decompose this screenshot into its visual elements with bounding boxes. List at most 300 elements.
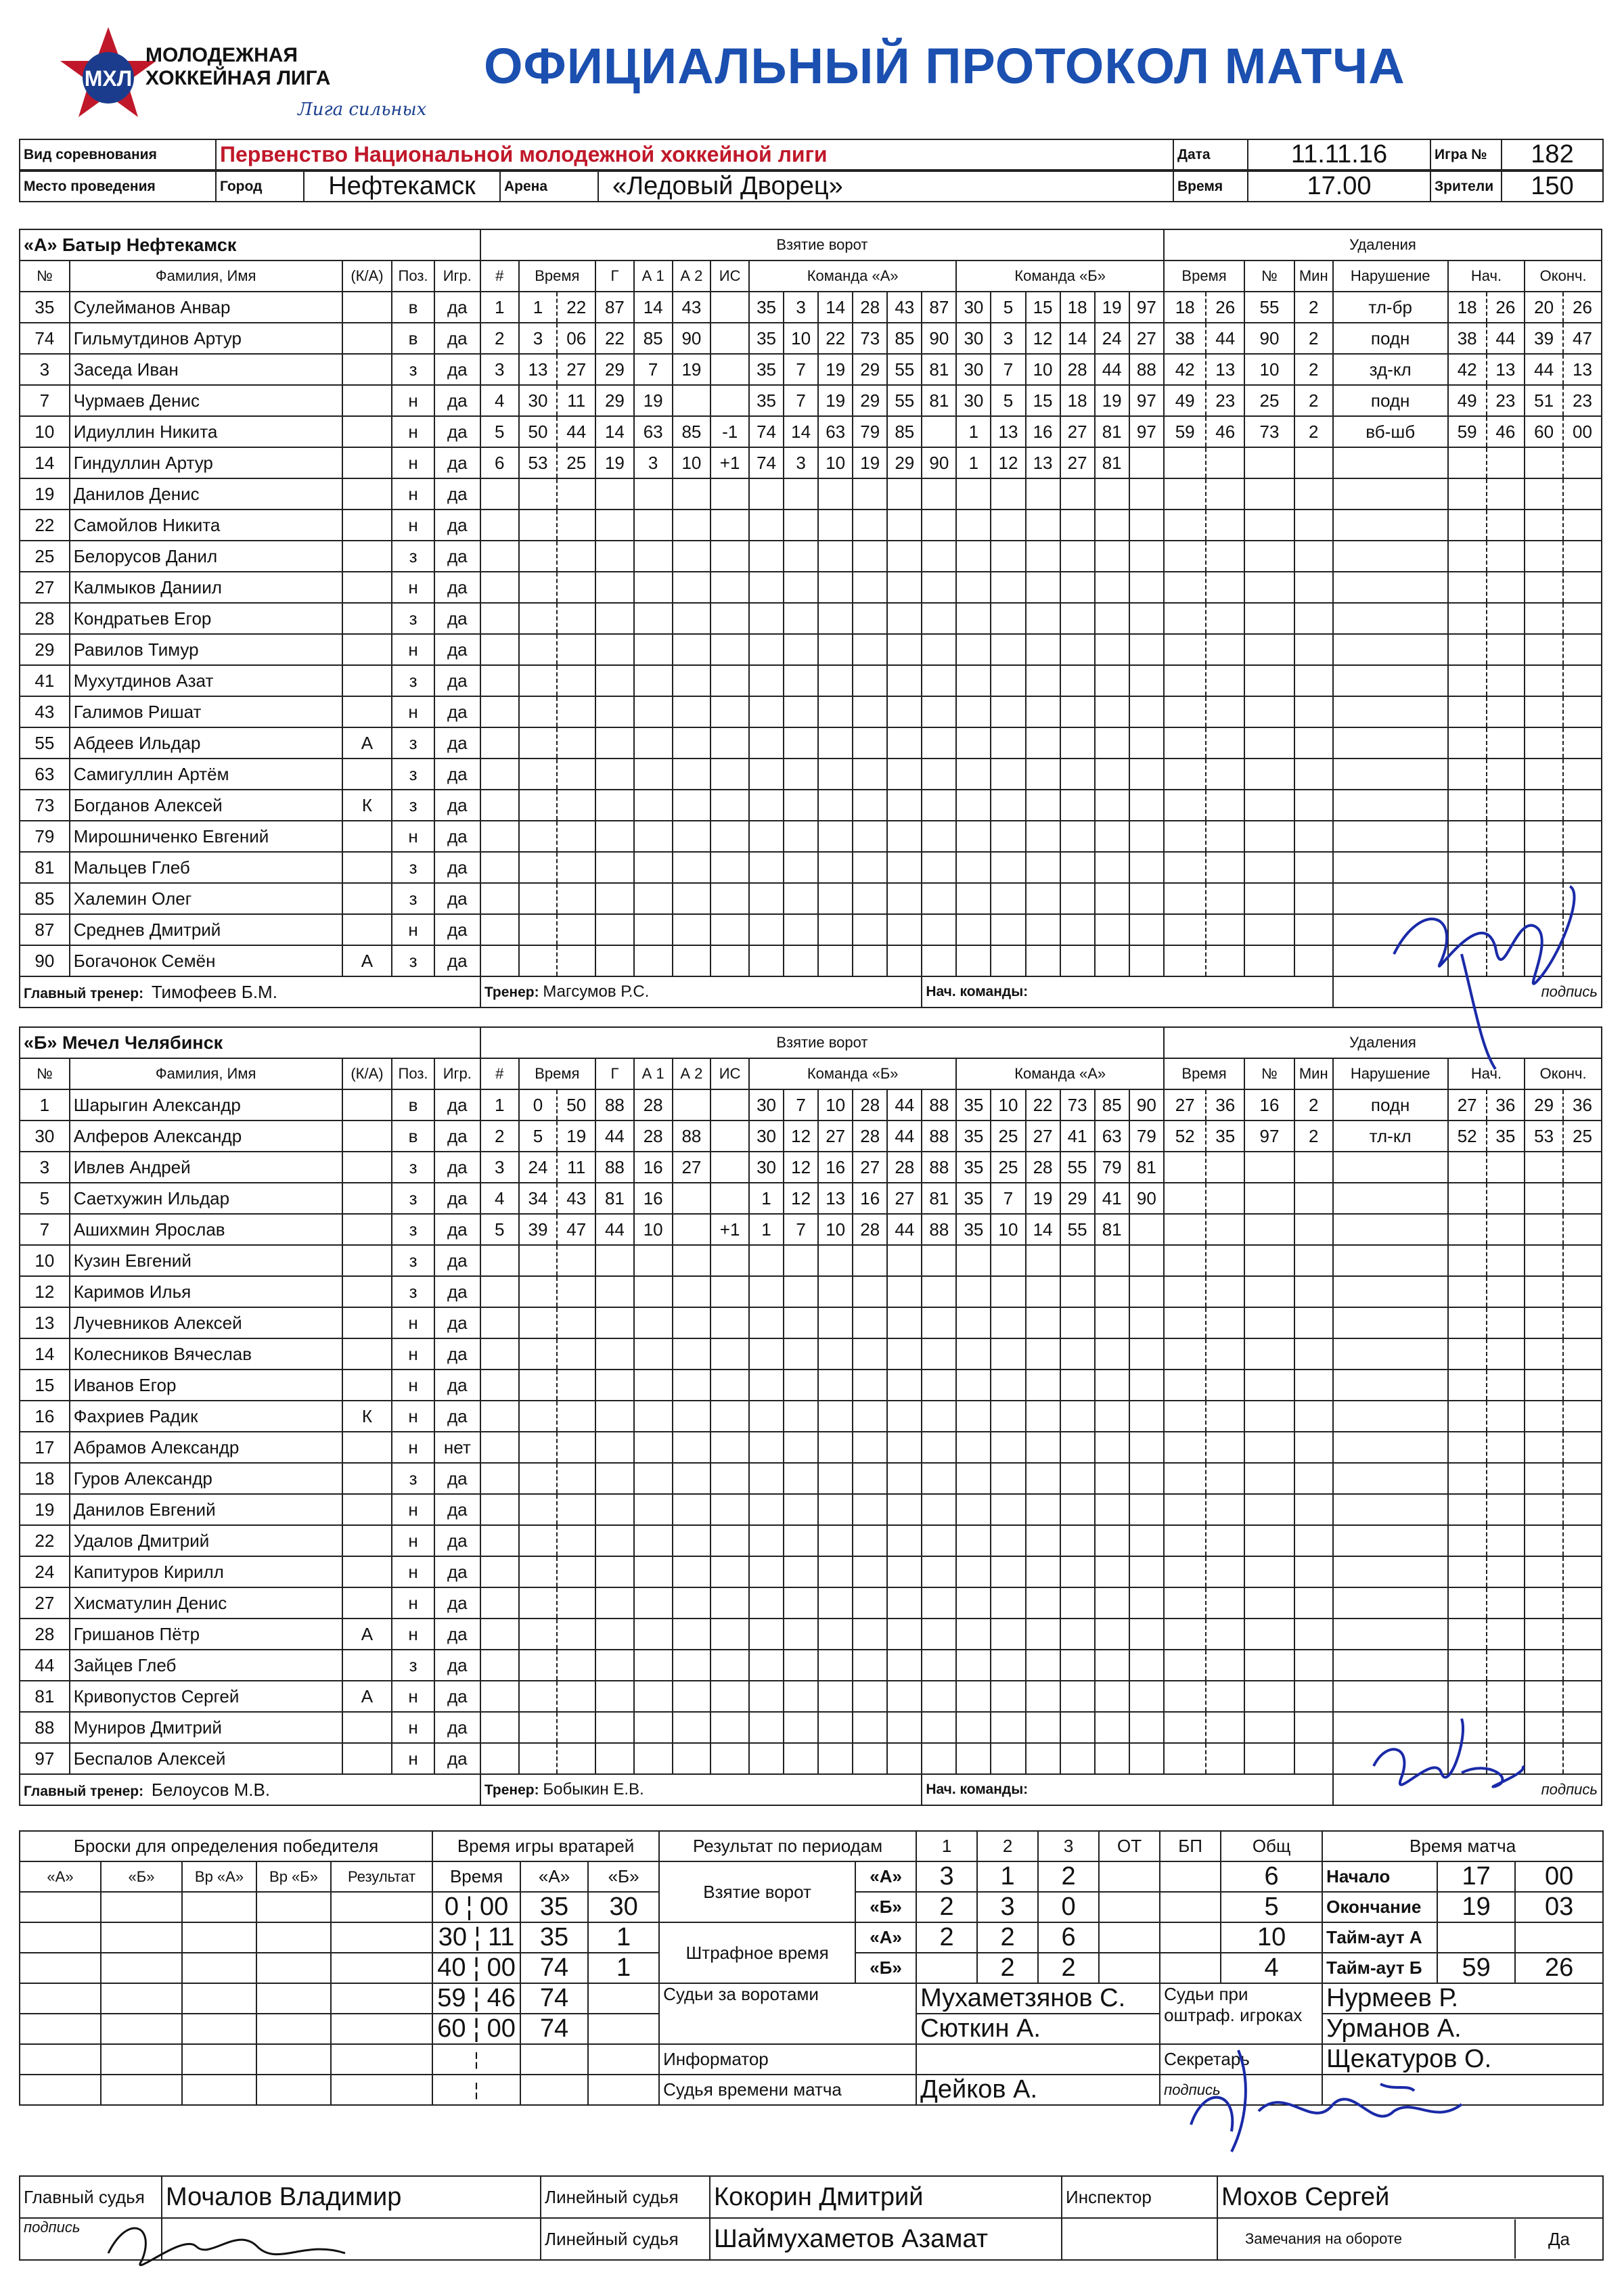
goal-cell (1095, 790, 1129, 821)
goal-cell (1026, 634, 1060, 665)
goal-cell (519, 572, 558, 603)
player-row (20, 572, 1602, 603)
goal-cell (1129, 1650, 1164, 1681)
goal-cell (595, 1370, 634, 1401)
player-role (342, 447, 392, 478)
goal-cell: 27 (1060, 447, 1095, 478)
goal-cell (1026, 1743, 1060, 1774)
penalty-cell (1563, 1650, 1602, 1681)
goal-cell (1095, 634, 1129, 665)
goal-cell (634, 1681, 673, 1712)
goal-cell (853, 696, 887, 727)
gk-row-4: 59 ¦ 46 (432, 1983, 520, 2014)
goal-cell (1060, 727, 1095, 759)
goal-cell (519, 1587, 558, 1619)
goal-cell (853, 665, 887, 696)
penalty-cell (1563, 1619, 1602, 1650)
goal-cell (1095, 727, 1129, 759)
penalty-cell (1294, 1743, 1333, 1774)
penalty-cell: 36 (1487, 1089, 1525, 1121)
penalty-cell (1525, 1245, 1563, 1276)
goal-cell (922, 1432, 956, 1463)
goal-cell (922, 1650, 956, 1681)
goal-cell: 12 (784, 1183, 818, 1214)
goal-cell (784, 821, 818, 852)
goal-cell (922, 1494, 956, 1525)
goal-cell: 30 (749, 1089, 784, 1121)
col-onice-opp: Команда «Б» (956, 261, 1164, 292)
goal-cell (1095, 1712, 1129, 1743)
goal-cell: 19 (634, 385, 673, 416)
goal-cell: 18 (1060, 292, 1095, 323)
goal-cell (818, 1494, 853, 1525)
goal-cell (784, 852, 818, 883)
goal-cell (922, 1681, 956, 1712)
goal-cell: 22 (595, 323, 634, 354)
goal-cell (519, 665, 558, 696)
goal-cell (673, 1587, 711, 1619)
player-name: Гильмутдинов Артур (70, 323, 342, 354)
player-row (20, 727, 1602, 759)
goal-cell (887, 759, 922, 790)
penalty-cell (1164, 1525, 1206, 1556)
goal-cell (853, 914, 887, 945)
goal-cell: 29 (887, 447, 922, 478)
player-number: 17 (20, 1432, 70, 1463)
page-title: ОФИЦИАЛЬНЫЙ ПРОТОКОЛ МАТЧА (484, 38, 1405, 94)
penalty-cell (1164, 1401, 1206, 1432)
goal-cell (634, 1276, 673, 1307)
goal-cell (784, 1307, 818, 1338)
goal-cell (1060, 696, 1095, 727)
goal-cell (749, 1432, 784, 1463)
goal-cell: 3 (519, 323, 558, 354)
goal-cell (1026, 852, 1060, 883)
goal-cell (818, 1743, 853, 1774)
goal-cell: 88 (673, 1121, 711, 1152)
player-played: да (434, 759, 480, 790)
goal-cell (749, 727, 784, 759)
goal-cell (634, 727, 673, 759)
goal-cell (710, 665, 749, 696)
goal-cell (673, 1712, 711, 1743)
penalty-cell (1448, 447, 1487, 478)
goal-cell (710, 1401, 749, 1432)
goal-cell (634, 1743, 673, 1774)
goal-cell (749, 914, 784, 945)
linesman-2: Шаймухаметов Азамат (710, 2218, 1062, 2260)
player-position: н (392, 1681, 434, 1712)
sign-label: подпись (1333, 976, 1602, 1008)
player-played: да (434, 292, 480, 323)
goal-cell (1095, 1587, 1129, 1619)
goal-cell (749, 1401, 784, 1432)
goal-cell (1026, 790, 1060, 821)
player-played: да (434, 665, 480, 696)
goal-cell (922, 541, 956, 572)
goal-cell: 44 (887, 1089, 922, 1121)
player-role: К (342, 790, 392, 821)
goal-cell (991, 945, 1025, 976)
goal-cell (887, 478, 922, 510)
goal-cell (853, 790, 887, 821)
goal-cell: 44 (887, 1121, 922, 1152)
goal-cell (956, 1525, 991, 1556)
goal-cell (991, 510, 1025, 541)
player-position: н (392, 510, 434, 541)
goal-cell: 81 (1095, 416, 1129, 447)
goal-cell (749, 478, 784, 510)
goal-cell (1095, 1650, 1129, 1681)
penalty-cell (1244, 1712, 1294, 1743)
penalty-cell (1448, 541, 1487, 572)
goal-cell (956, 914, 991, 945)
goal-cell (853, 572, 887, 603)
pim-a-p3: 6 (1038, 1922, 1099, 1953)
goal-cell: 15 (1026, 292, 1060, 323)
gk-row-5-a: 74 (520, 2014, 588, 2044)
player-role (342, 416, 392, 447)
start-label: Начало (1322, 1861, 1437, 1892)
player-position: з (392, 1276, 434, 1307)
goal-cell (1129, 1743, 1164, 1774)
goal-cell (853, 1432, 887, 1463)
goal-cell (1026, 1307, 1060, 1338)
player-played: да (434, 1338, 480, 1370)
player-role: А (342, 1681, 392, 1712)
goal-cell (557, 1681, 595, 1712)
penalty-cell (1448, 1650, 1487, 1681)
player-played: да (434, 1587, 480, 1619)
penalty-cell (1294, 727, 1333, 759)
player-row (20, 323, 1602, 354)
penalty-cell (1448, 727, 1487, 759)
player-row (20, 852, 1602, 883)
goal-cell (480, 1712, 519, 1743)
goal-cell (557, 478, 595, 510)
goal-cell (480, 1743, 519, 1774)
goal-cell (1095, 1463, 1129, 1494)
col-goal-num: # (480, 1058, 519, 1089)
team-chief: Нач. команды: (922, 1774, 1332, 1805)
goal-cell (956, 541, 991, 572)
goal-cell (673, 1743, 711, 1774)
goal-cell (480, 665, 519, 696)
goal-cell (818, 821, 853, 852)
player-name: Богачонок Семён (70, 945, 342, 976)
penalty-cell (1563, 1245, 1602, 1276)
goal-cell (519, 1712, 558, 1743)
player-played: да (434, 1494, 480, 1525)
goal-cell (710, 1619, 749, 1650)
penalty-cell (1206, 541, 1244, 572)
penalty-cell (1525, 1214, 1563, 1245)
goal-cell: 25 (557, 447, 595, 478)
penalty-cell (1164, 914, 1206, 945)
goal-cell (922, 727, 956, 759)
header (37, 17, 1614, 132)
penalty-cell (1164, 1712, 1206, 1743)
referee: Мочалов Владимир (162, 2176, 541, 2218)
player-number: 41 (20, 665, 70, 696)
goal-cell: 13 (991, 416, 1025, 447)
goal-cell (922, 1370, 956, 1401)
goal-cell (1060, 1276, 1095, 1307)
penalty-cell (1487, 541, 1525, 572)
penalty-cell: 44 (1206, 323, 1244, 354)
goal-cell (710, 759, 749, 790)
penalty-cell (1206, 1152, 1244, 1183)
goal-cell (887, 945, 922, 976)
penalty-cell (1525, 945, 1563, 976)
goals-b-p2: 3 (977, 1892, 1038, 1922)
goal-cell (1060, 1525, 1095, 1556)
penalty-cell (1487, 1370, 1525, 1401)
goal-cell (1129, 945, 1164, 976)
goal-cell: 29 (853, 385, 887, 416)
player-position: з (392, 852, 434, 883)
goal-cell (710, 914, 749, 945)
player-played: да (434, 1245, 480, 1276)
goal-cell: 5 (480, 416, 519, 447)
player-role (342, 1463, 392, 1494)
goal-cell (557, 1432, 595, 1463)
penalty-cell (1487, 1619, 1525, 1650)
penalty-cell (1244, 883, 1294, 914)
penalty-cell (1448, 665, 1487, 696)
player-played: да (434, 541, 480, 572)
goal-cell: 85 (634, 323, 673, 354)
goal-cell (673, 603, 711, 634)
player-name: Кондратьев Егор (70, 603, 342, 634)
goal-cell (480, 1463, 519, 1494)
goal-cell (519, 541, 558, 572)
goal-cell (991, 572, 1025, 603)
goal-cell: 41 (1060, 1121, 1095, 1152)
player-number: 7 (20, 385, 70, 416)
player-position: з (392, 541, 434, 572)
goal-cell (710, 1183, 749, 1214)
goal-cell: 0 (519, 1089, 558, 1121)
goal-cell: 14 (818, 292, 853, 323)
team-chief: Нач. команды: (922, 976, 1332, 1008)
player-name: Кузин Евгений (70, 1245, 342, 1276)
goal-cell (595, 759, 634, 790)
player-position: з (392, 1152, 434, 1183)
goal-cell (991, 1245, 1025, 1276)
linesman-1-label: Линейный судья (541, 2176, 710, 2218)
player-role (342, 1525, 392, 1556)
penalty-cell (1333, 852, 1448, 883)
penalty-cell (1164, 1619, 1206, 1650)
player-row (20, 1214, 1602, 1245)
goal-cell: 30 (956, 385, 991, 416)
goal-cell: 22 (557, 292, 595, 323)
goal-cell: 7 (784, 1214, 818, 1245)
penalty-cell (1333, 790, 1448, 821)
penalty-cell (1244, 1587, 1294, 1619)
goal-cell (956, 1712, 991, 1743)
goal-cell (1060, 1338, 1095, 1370)
player-played: да (434, 447, 480, 478)
goal-cell (749, 852, 784, 883)
penalty-cell (1244, 665, 1294, 696)
col-played: Игр. (434, 1058, 480, 1089)
goal-cell (818, 1463, 853, 1494)
goal-cell (595, 945, 634, 976)
goal-cell: 16 (634, 1183, 673, 1214)
player-number: 18 (20, 1463, 70, 1494)
goal-cell (673, 478, 711, 510)
goal-cell (595, 790, 634, 821)
player-number: 22 (20, 510, 70, 541)
goal-cell (956, 1245, 991, 1276)
penalty-cell (1563, 1494, 1602, 1525)
timekeeper-sign-label: подпись (1160, 2075, 1322, 2105)
player-played: да (434, 603, 480, 634)
player-number: 63 (20, 759, 70, 790)
goal-cell: 25 (991, 1121, 1025, 1152)
goal-cell (557, 572, 595, 603)
goal-cell (710, 478, 749, 510)
player-played: да (434, 1743, 480, 1774)
goal-cell: 1 (956, 447, 991, 478)
goal-cell: 24 (519, 1152, 558, 1183)
goal-cell (818, 1587, 853, 1619)
goal-cell: 87 (595, 292, 634, 323)
goal-cell (480, 1650, 519, 1681)
arena-label: Арена (500, 171, 598, 202)
goal-cell (991, 1401, 1025, 1432)
penalty-cell (1244, 914, 1294, 945)
time-label: Время (1173, 171, 1248, 202)
player-name: Мальцев Глеб (70, 852, 342, 883)
penalty-cell (1244, 1432, 1294, 1463)
goal-cell (1129, 1463, 1164, 1494)
goal-cell (1060, 572, 1095, 603)
player-name: Каримов Илья (70, 1276, 342, 1307)
player-position: з (392, 603, 434, 634)
goal-cell (749, 759, 784, 790)
penalty-cell (1487, 1432, 1525, 1463)
penalty-judge-1: Нурмеев Р. (1322, 1983, 1603, 2014)
player-name: Самойлов Никита (70, 510, 342, 541)
goal-cell (673, 1401, 711, 1432)
goal-cell (922, 1463, 956, 1494)
penalty-cell: 97 (1244, 1121, 1294, 1152)
penalty-cell (1244, 1214, 1294, 1245)
penalty-cell: 55 (1244, 292, 1294, 323)
end-minute: 03 (1515, 1892, 1603, 1922)
goal-cell: 19 (853, 447, 887, 478)
penalty-cell (1487, 945, 1525, 976)
goal-cell: 27 (887, 1183, 922, 1214)
penalty-cell (1333, 1494, 1448, 1525)
goal-cell (1129, 852, 1164, 883)
goal-cell (519, 821, 558, 852)
player-row (20, 1743, 1602, 1774)
goal-cell: 63 (1095, 1121, 1129, 1152)
goal-cell: 30 (956, 354, 991, 385)
penalty-cell (1487, 790, 1525, 821)
player-played: да (434, 1463, 480, 1494)
goal-cell (557, 510, 595, 541)
penalty-cell (1244, 1525, 1294, 1556)
penalty-cell (1164, 634, 1206, 665)
penalty-cell (1333, 727, 1448, 759)
goal-cell (1129, 634, 1164, 665)
goal-cell (749, 572, 784, 603)
notes-value: Да (1514, 2219, 1602, 2259)
penalty-cell (1333, 1338, 1448, 1370)
player-role (342, 1432, 392, 1463)
penalty-cell (1448, 1681, 1487, 1712)
player-played: да (434, 1089, 480, 1121)
goal-cell: 90 (922, 323, 956, 354)
penalty-cell (1164, 603, 1206, 634)
player-row (20, 1152, 1602, 1183)
player-position: н (392, 1556, 434, 1587)
timeout-a-label: Тайм-аут А (1322, 1922, 1437, 1953)
player-role (342, 634, 392, 665)
goal-cell (956, 1556, 991, 1587)
penalty-cell (1206, 914, 1244, 945)
player-row (20, 1619, 1602, 1650)
penalty-cell (1206, 883, 1244, 914)
col-pen-start: Нач. (1448, 261, 1525, 292)
goal-cell (634, 1401, 673, 1432)
player-row (20, 883, 1602, 914)
goal-cell: 55 (1060, 1214, 1095, 1245)
goal-cell (710, 1370, 749, 1401)
penalty-cell: 23 (1563, 385, 1602, 416)
penalty-cell (1294, 634, 1333, 665)
col-a2: А 2 (673, 1058, 711, 1089)
penalty-cell (1448, 1276, 1487, 1307)
col-a1: А 1 (634, 261, 673, 292)
goal-cell (922, 696, 956, 727)
goal-cell (557, 883, 595, 914)
player-role (342, 1494, 392, 1525)
goal-cell: 44 (1095, 354, 1129, 385)
penalty-cell (1244, 634, 1294, 665)
col-a1: А 1 (634, 1058, 673, 1089)
goal-cell (1060, 1494, 1095, 1525)
goal-cell (1026, 914, 1060, 945)
goal-cell (557, 945, 595, 976)
goal-cell (673, 696, 711, 727)
goal-cell (922, 1401, 956, 1432)
penalty-cell: 38 (1448, 323, 1487, 354)
penalty-cell (1487, 1525, 1525, 1556)
penalty-cell (1294, 665, 1333, 696)
player-position: з (392, 883, 434, 914)
goal-cell: 10 (991, 1089, 1025, 1121)
goal-cell (818, 1338, 853, 1370)
date-label: Дата (1173, 139, 1248, 170)
gk-row-1-a: 35 (520, 1892, 588, 1922)
player-row (20, 1338, 1602, 1370)
goal-cell (887, 1463, 922, 1494)
goal-cell (922, 1245, 956, 1276)
player-number: 25 (20, 541, 70, 572)
goal-cell (519, 478, 558, 510)
goal-cell (818, 1432, 853, 1463)
penalty-cell (1448, 1494, 1487, 1525)
goal-cell: 12 (1026, 323, 1060, 354)
player-played: да (434, 914, 480, 945)
goal-cell (557, 1556, 595, 1587)
